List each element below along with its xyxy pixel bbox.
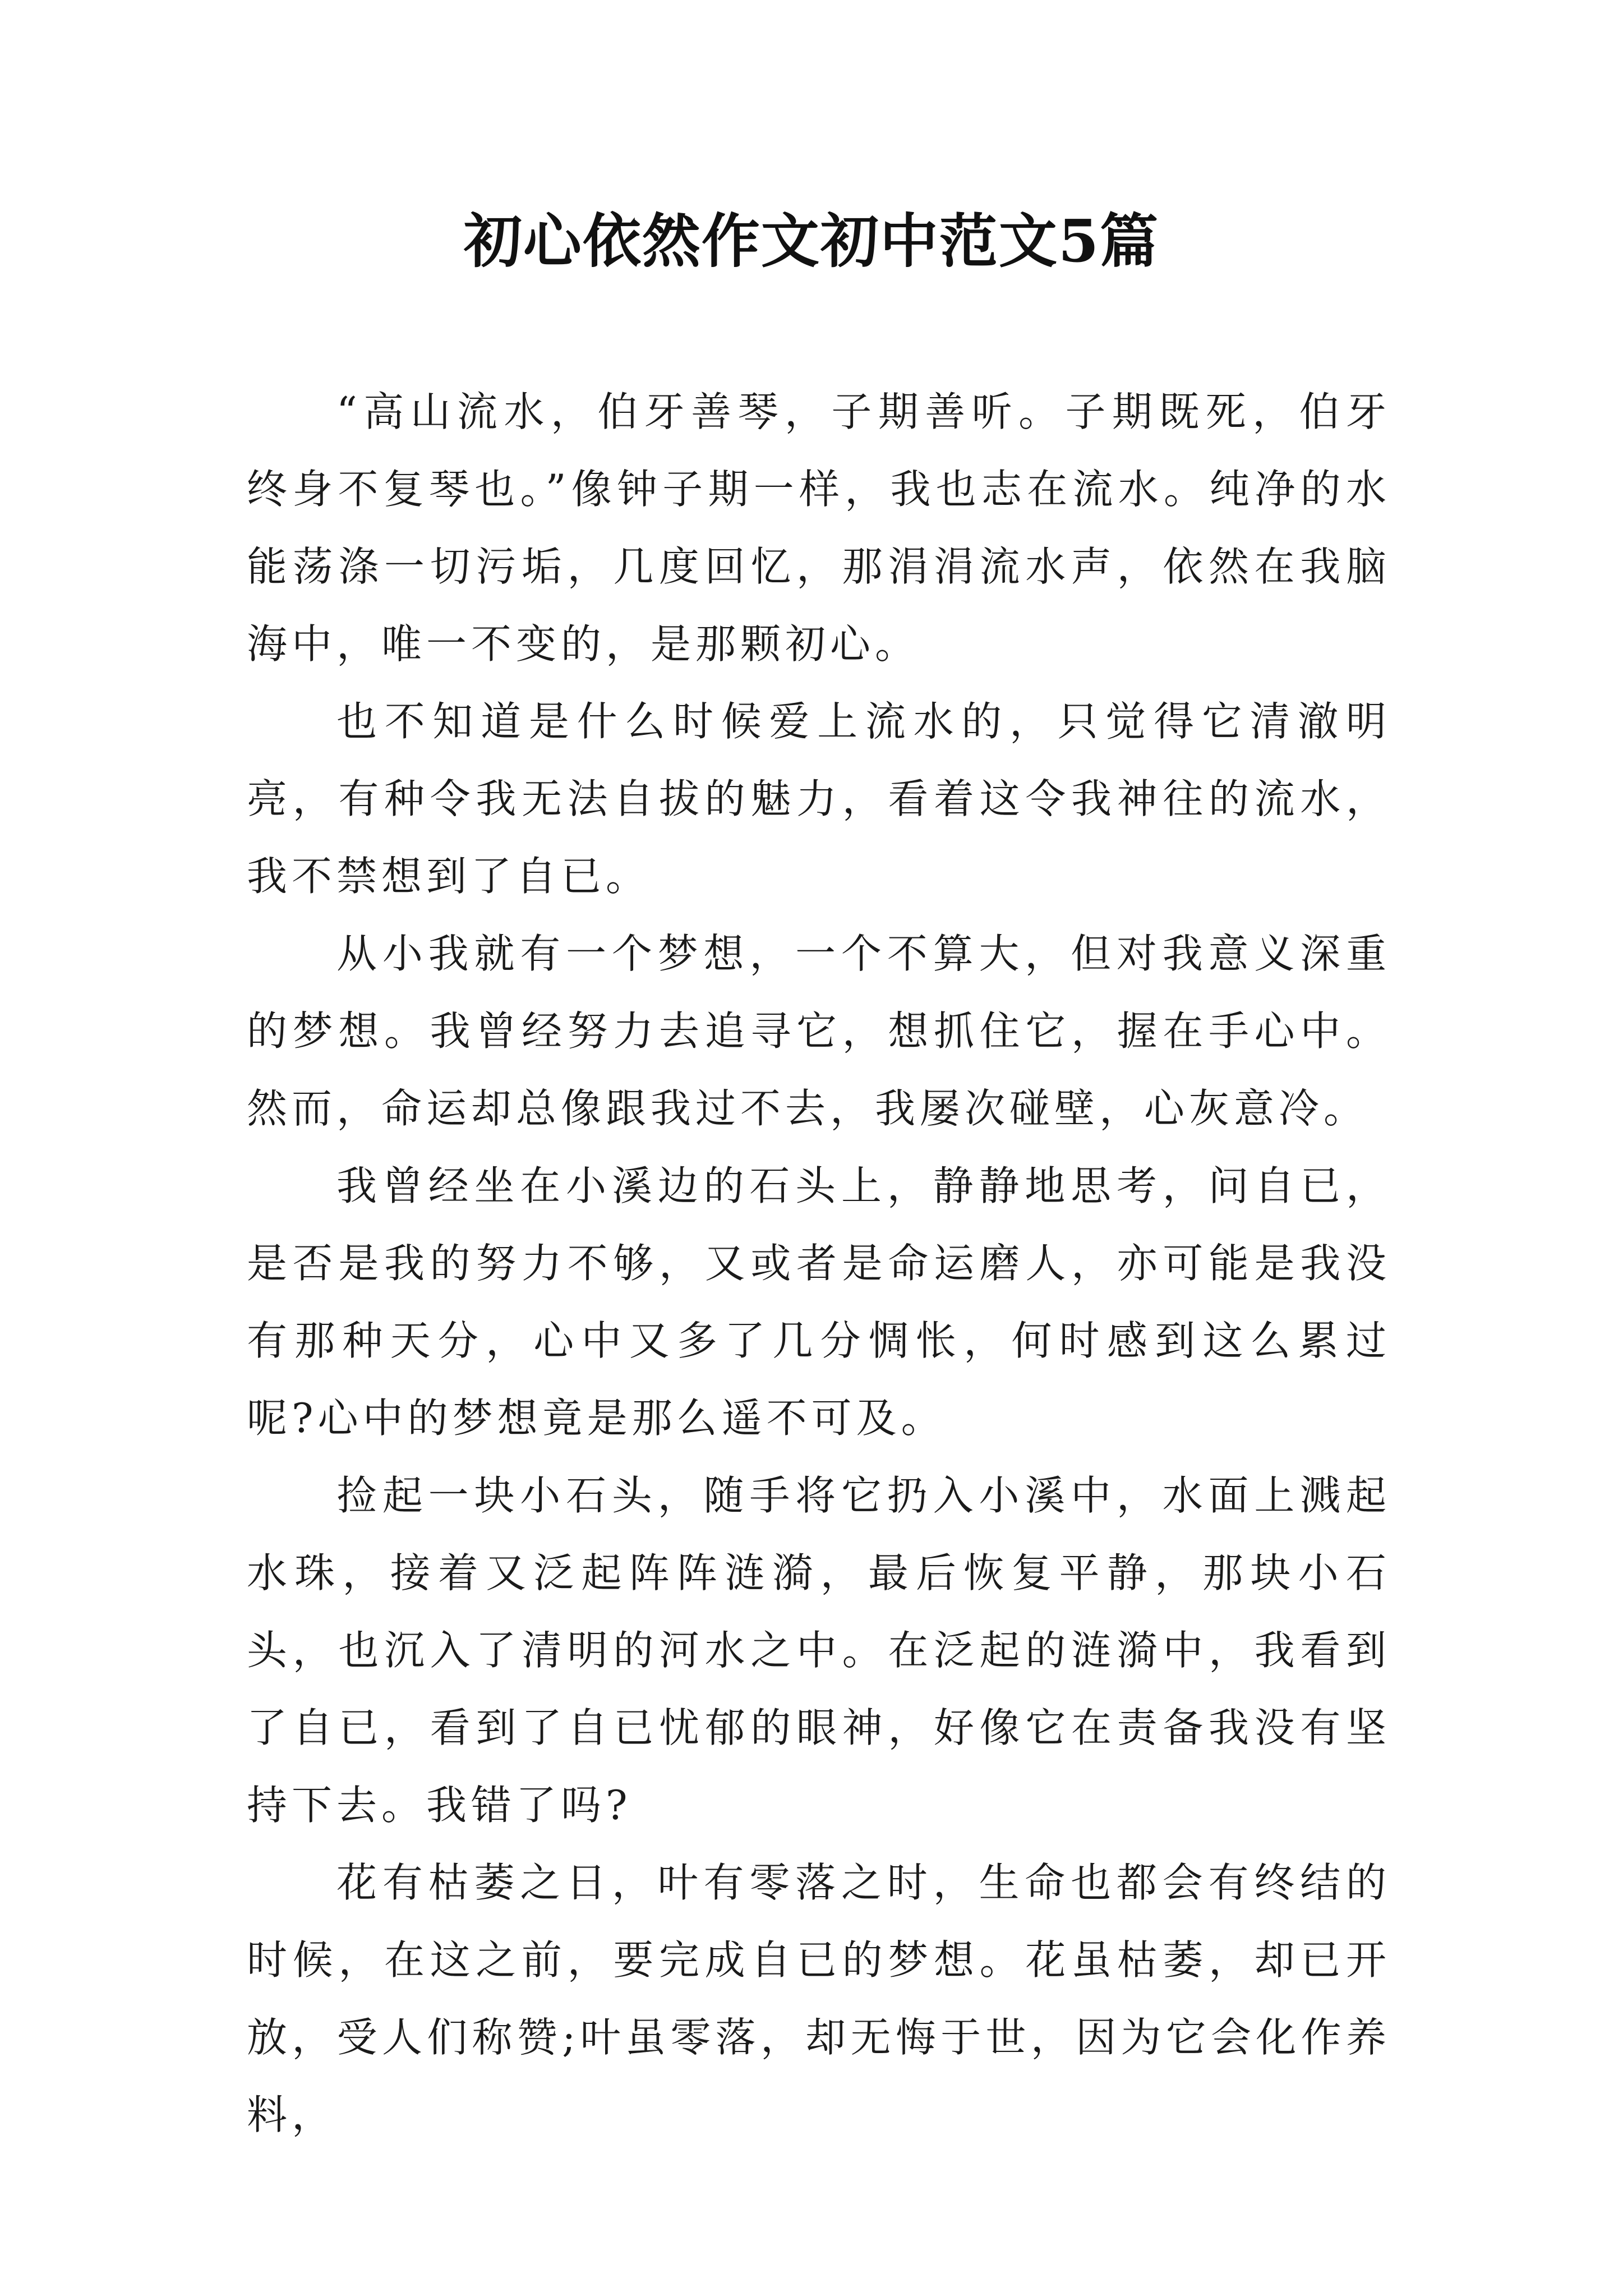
paragraph: 从小我就有一个梦想，一个不算大，但对我意义深重的梦想。我曾经努力去追寻它，想抓住它，握在手心中。然而，命运却总像跟我过不去，我屡次碰壁，心灰意冷。 (247, 930, 1391, 1132)
paragraph: 花有枯萎之日，叶有零落之时，生命也都会有终结的时候，在这之前，要完成自已的梦想。花虽枯萎，却已开放，受人们称赞;叶虽零落，却无悔于世，因为它会化作养料， (247, 1859, 1391, 2138)
paragraph: 我曾经坐在小溪边的石头上，静静地思考，问自已，是否是我的努力不够，又或者是命运磨人，亦可能是我没有那种天分，心中又多了几分惆怅，何时感到这么累过呢?心中的梦想竟是那么遥不可及。 (247, 1162, 1391, 1442)
document-body (247, 373, 1391, 2154)
paragraph: 捡起一块小石头，随手将它扔入小溪中，水面上溅起水珠，接着又泛起阵阵涟漪，最后恢复平静，那块小石头，也沉入了清明的河水之中。在泛起的涟漪中，我看到了自已，看到了自已忧郁的眼神，好像它在责备我没有坚持下去。我错了吗? (247, 1472, 1391, 1829)
paragraph: “高山流水，伯牙善琴，子期善听。子期既死，伯牙终身不复琴也。”像钟子期一样，我也志在流水。纯净的水能荡涤一切污垢，几度回忆，那涓涓流水声，依然在我脑海中，唯一不变的，是那颗初心。 (247, 388, 1391, 668)
paragraph: 也不知道是什么时候爱上流水的，只觉得它清澈明亮，有种令我无法自拔的魅力，看着这令我神往的流水，我不禁想到了自已。 (247, 698, 1391, 900)
document-title: 初心依然作文初中范文5篇 (463, 206, 1160, 275)
